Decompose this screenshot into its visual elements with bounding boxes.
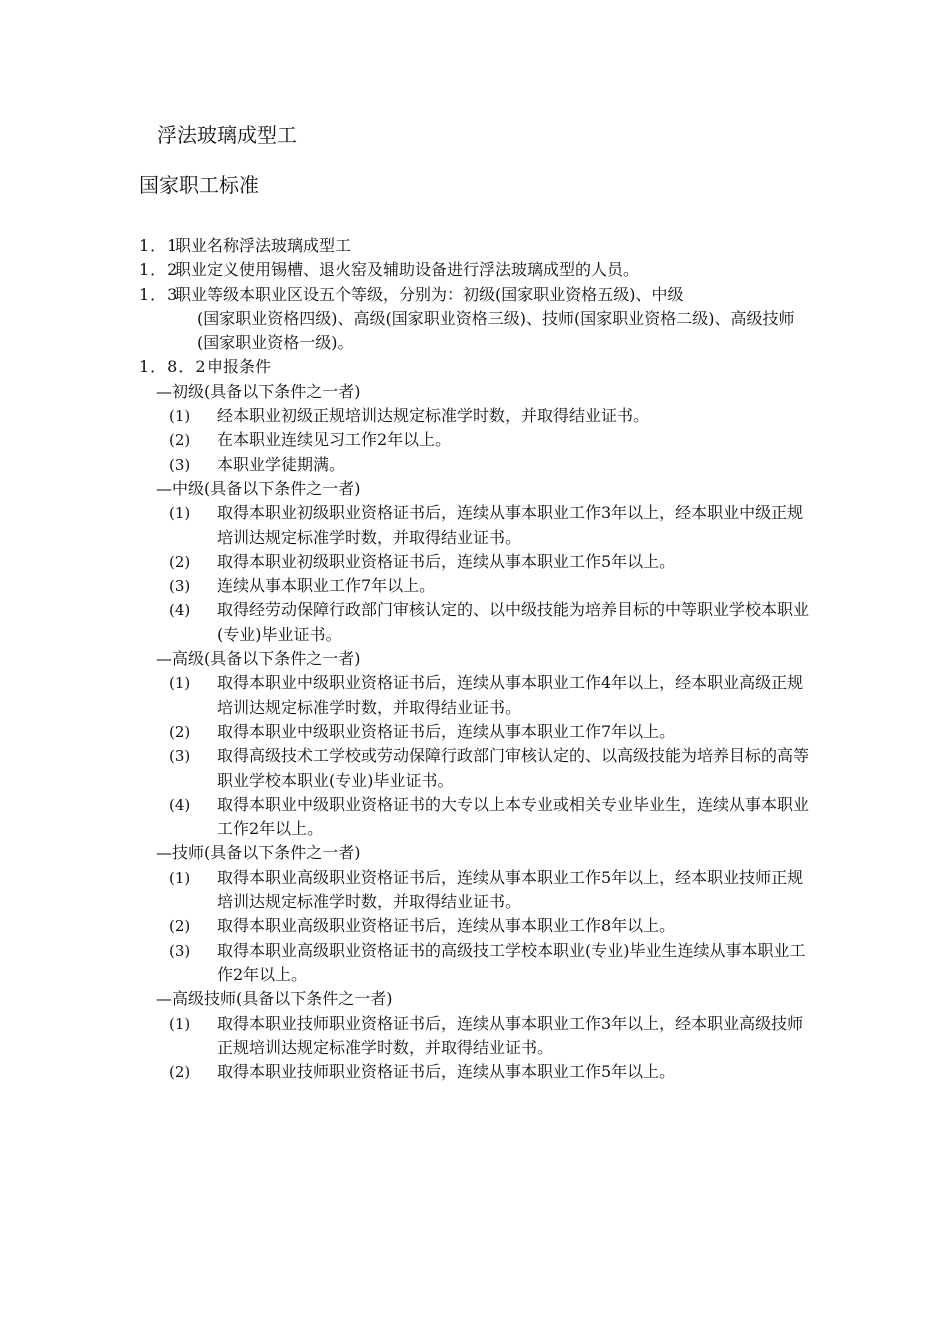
item-text: 取得本职业高级职业资格证书后，连续从事本职业工作5年以上，经本职业技师正规培训达规定标准学时数，并取得结业证书。 bbox=[217, 867, 804, 912]
item-number: (4) bbox=[169, 795, 191, 814]
list-item bbox=[139, 671, 819, 720]
list-item bbox=[139, 598, 819, 647]
level-heading: —中级(具备以下条件之一者) bbox=[156, 478, 361, 498]
list-item bbox=[139, 793, 819, 842]
item-number: (2) bbox=[169, 1063, 191, 1082]
section-1-2 bbox=[139, 258, 819, 282]
section-number: 1．2 bbox=[139, 260, 179, 280]
level-heading: —技师(具备以下条件之一者) bbox=[156, 843, 361, 863]
document-title: 浮法玻璃成型工 bbox=[157, 123, 297, 147]
item-text: 取得本职业中级职业资格证书后，连续从事本职业工作7年以上。 bbox=[217, 721, 676, 741]
level-heading: —初级(具备以下条件之一者) bbox=[156, 381, 361, 401]
section-number: 1．1 bbox=[139, 236, 179, 255]
item-text: 经本职业初级正规培训达规定标准学时数，并取得结业证书。 bbox=[217, 406, 650, 426]
item-number: (3) bbox=[169, 577, 191, 596]
item-text: 取得本职业中级职业资格证书的大专以上本专业或相关专业毕业生，连续从事本职业工作2年以上。 bbox=[217, 794, 810, 839]
section-text-rest: (国家职业资格四级)、高级(国家职业资格三级)、技师(国家职业资格二级)、高级技师(国家职业资格一级)。 bbox=[197, 308, 795, 353]
document-body bbox=[139, 234, 819, 1084]
item-text: 取得本职业初级职业资格证书后，连续从事本职业工作3年以上，经本职业中级正规培训达规定标准学时数，并取得结业证书。 bbox=[217, 503, 804, 547]
section-number: 1．3 bbox=[139, 284, 179, 304]
item-text: 连续从事本职业工作7年以上。 bbox=[217, 576, 436, 596]
item-number: (3) bbox=[169, 941, 191, 960]
list-item bbox=[139, 404, 819, 428]
section-1-3 bbox=[139, 283, 819, 356]
list-item bbox=[139, 501, 819, 550]
list-item bbox=[139, 550, 819, 574]
list-item bbox=[139, 1012, 819, 1061]
level-heading: —高级技师(具备以下条件之一者) bbox=[156, 989, 393, 1009]
level-heading: —高级(具备以下条件之一者) bbox=[156, 649, 361, 669]
item-number: (2) bbox=[169, 917, 191, 936]
item-number: (2) bbox=[169, 431, 191, 450]
item-text: 取得本职业高级职业资格证书的高级技工学校本职业(专业)毕业生连续从事本职业工作2年以上。 bbox=[217, 940, 806, 984]
item-text: 取得经劳动保障行政部门审核认定的、以中级技能为培养目标的中等职业学校本职业(专业)毕业证书。 bbox=[217, 600, 810, 644]
section-text: 职业定义使用锡槽、退火窑及辅助设备进行浮法玻璃成型的人员。 bbox=[175, 260, 640, 280]
item-text: 取得本职业初级职业资格证书后，连续从事本职业工作5年以上。 bbox=[217, 551, 676, 571]
item-number: (3) bbox=[169, 747, 191, 766]
levels-list bbox=[139, 380, 819, 1085]
list-item bbox=[139, 744, 819, 793]
section-text: 职业名称浮法玻璃成型工 bbox=[175, 236, 352, 255]
item-number: (2) bbox=[169, 552, 191, 571]
section-text: 申报条件 bbox=[207, 357, 272, 377]
list-item bbox=[139, 866, 819, 915]
list-item bbox=[139, 453, 819, 477]
list-item bbox=[139, 574, 819, 598]
section-number: 1．8．2 bbox=[139, 357, 207, 377]
section-text-first: 职业等级本职业区设五个等级，分别为：初级(国家职业资格五级)、中级 bbox=[175, 284, 684, 304]
list-item bbox=[139, 428, 819, 452]
item-number: (2) bbox=[169, 722, 191, 741]
item-text: 本职业学徒期满。 bbox=[217, 454, 346, 474]
list-item bbox=[139, 939, 819, 988]
document-subtitle: 国家职工标准 bbox=[139, 173, 259, 197]
item-text: 取得高级技术工学校或劳动保障行政部门审核认定的、以高级技能为培养目标的高等职业学校本职业(专业)毕业证书。 bbox=[217, 746, 810, 790]
item-number: (1) bbox=[169, 868, 191, 887]
list-item bbox=[139, 1060, 819, 1084]
section-1-1 bbox=[139, 234, 819, 258]
item-number: (3) bbox=[169, 455, 191, 474]
item-number: (1) bbox=[169, 1014, 191, 1033]
item-number: (1) bbox=[169, 504, 191, 523]
item-text: 在本职业连续见习工作2年以上。 bbox=[217, 430, 452, 450]
item-number: (1) bbox=[169, 407, 191, 426]
item-text: 取得本职业中级职业资格证书后，连续从事本职业工作4年以上，经本职业高级正规培训达规定标准学时数，并取得结业证书。 bbox=[217, 673, 804, 717]
list-item bbox=[139, 720, 819, 744]
item-number: (4) bbox=[169, 601, 191, 620]
section-1-8-2 bbox=[139, 355, 819, 379]
item-text: 取得本职业技师职业资格证书后，连续从事本职业工作5年以上。 bbox=[217, 1062, 676, 1082]
item-text: 取得本职业技师职业资格证书后，连续从事本职业工作3年以上，经本职业高级技师正规培训达规定标准学时数，并取得结业证书。 bbox=[217, 1013, 804, 1057]
item-number: (1) bbox=[169, 674, 191, 693]
item-text: 取得本职业高级职业资格证书后，连续从事本职业工作8年以上。 bbox=[217, 916, 676, 936]
list-item bbox=[139, 914, 819, 938]
